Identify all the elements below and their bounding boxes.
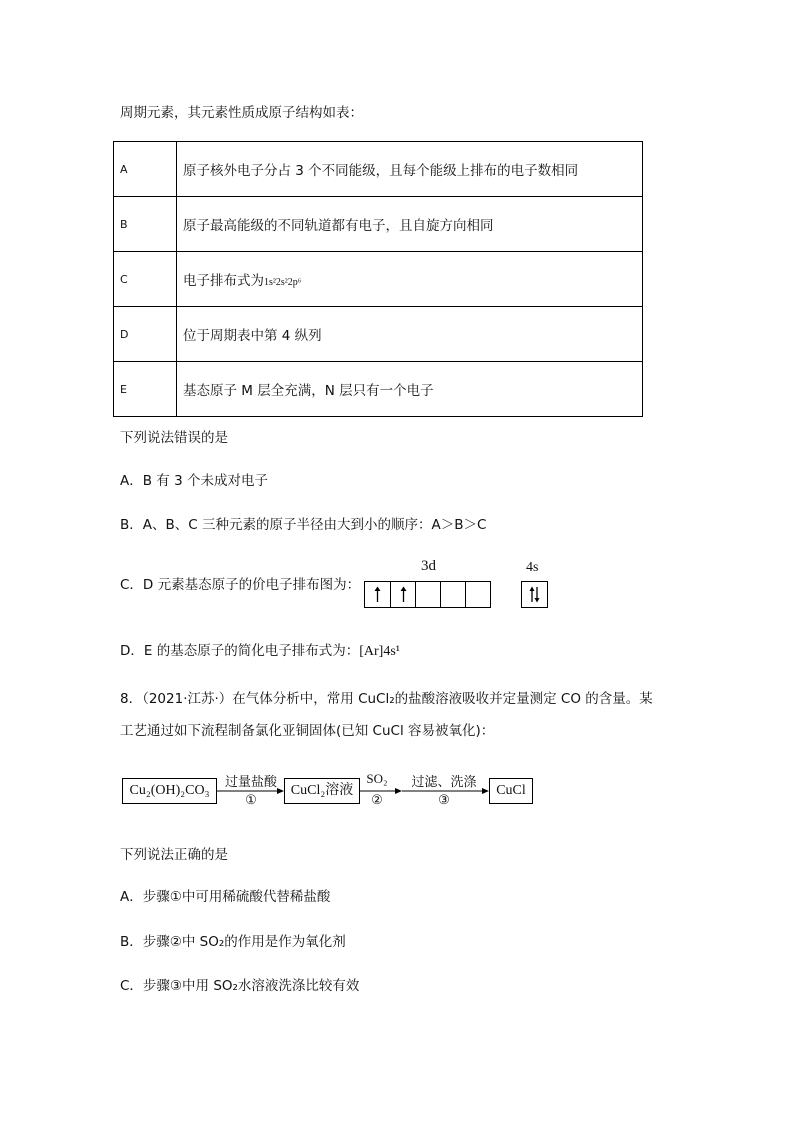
orbital-label-3d: 3d: [421, 558, 436, 574]
flow-end-box: CuCl: [489, 778, 533, 804]
element-desc: 原子最高能级的不同轨道都有电子，且自旋方向相同: [177, 197, 643, 252]
e-configuration: [Ar]4s¹: [359, 644, 400, 659]
q2-stem-line1: 8．（2021·江苏·）在气体分析中，常用 CuCl₂的盐酸溶液吸收并定量测定 CO 的含量。某: [120, 691, 653, 707]
flow-arrow-3: [402, 788, 489, 794]
element-key: D: [114, 307, 177, 362]
q1-option-d-text: D．E 的基态原子的简化电子排布式为：: [120, 643, 360, 659]
element-desc: 位于周期表中第 4 纵列: [177, 307, 643, 362]
q2-prompt: 下列说法正确的是: [120, 847, 228, 863]
flow-mid-box: CuCl₂溶液: [284, 778, 360, 804]
element-desc: 原子核外电子分占 3 个不同能级，且每个能级上排布的电子数相同: [177, 142, 643, 197]
element-desc: 基态原子 M 层全充满，N 层只有一个电子: [177, 362, 643, 417]
q2-option-b: B．步骤②中 SO₂的作用是作为氧化剂: [120, 934, 346, 950]
flow-step1-number: ①: [245, 792, 257, 807]
flow-step2-number: ②: [371, 792, 383, 807]
q1-option-b: B．A、B、C 三种元素的原子半径由大到小的顺序：A＞B＞C: [120, 517, 487, 533]
flow-step2-reagent: SO₂: [366, 771, 388, 786]
electron-configuration: 1s²2s²2p⁶: [264, 277, 302, 288]
q2-stem-line2: 工艺通过如下流程制备氯化亚铜固体(已知 CuCl 容易被氧化)：: [120, 723, 495, 739]
element-key: C: [114, 252, 177, 307]
orbital-label-4s: 4s: [526, 560, 539, 575]
intro-text: 周期元素，其元素性质成原子结构如表：: [120, 105, 363, 121]
q1-option-c: C．D 元素基态原子的价电子排布图为：: [120, 577, 361, 593]
flow-step3-operation: 过滤、洗涤: [411, 774, 477, 789]
flow-start-box: Cu₂(OH)₂CO₃: [122, 778, 217, 804]
element-key: B: [114, 197, 177, 252]
flow-arrow-2: [359, 788, 402, 794]
q1-option-a: A．B 有 3 个未成对电子: [120, 473, 268, 489]
q2-option-a: A．步骤①中可用稀硫酸代替稀盐酸: [120, 889, 331, 905]
flow-step3-number: ③: [438, 792, 450, 807]
flow-step1-reagent: 过量盐酸: [224, 774, 277, 789]
config-prefix: 电子排布式为: [183, 273, 264, 289]
q1-prompt: 下列说法错误的是: [120, 430, 228, 446]
flow-arrow-1: [216, 788, 284, 794]
element-key: E: [114, 362, 177, 417]
element-key: A: [114, 142, 177, 197]
q2-option-c: C．步骤③中用 SO₂水溶液洗涤比较有效: [120, 978, 360, 994]
